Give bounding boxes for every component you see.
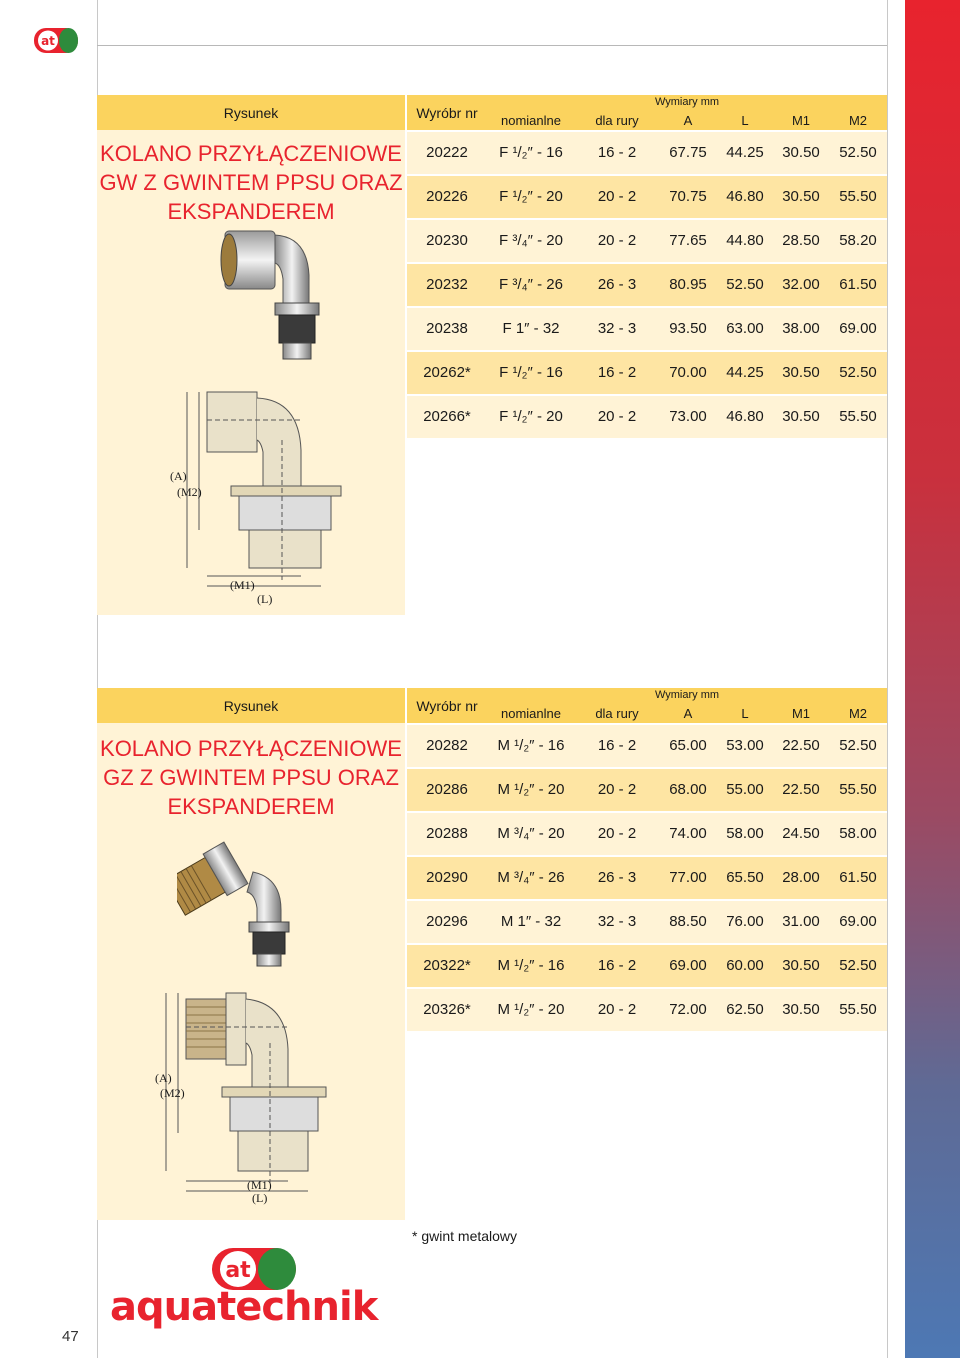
dim-label-a: (A) xyxy=(170,469,187,483)
cell-m1: 30.50 xyxy=(782,1001,820,1018)
cell-pipe: 16 - 2 xyxy=(597,364,637,381)
cell-nominal: F ¹/₂″ - 16 xyxy=(499,144,563,161)
cell-code: 20226 xyxy=(426,188,468,205)
table-row xyxy=(407,813,887,855)
side-gradient-bar xyxy=(905,0,960,1358)
cell-l: 44.25 xyxy=(726,144,764,161)
column-nominal: nomianlne xyxy=(501,113,561,128)
cell-pipe: 16 - 2 xyxy=(597,737,637,754)
dim-label-m2: (M2) xyxy=(160,1086,185,1100)
column-l: L xyxy=(741,113,749,128)
cell-code: 20290 xyxy=(426,869,468,886)
cell-m2: 52.50 xyxy=(839,957,877,974)
page-number: 47 xyxy=(62,1328,79,1345)
svg-text:at: at xyxy=(225,1258,251,1283)
cell-l: 53.00 xyxy=(726,737,764,754)
cell-l: 46.80 xyxy=(726,408,764,425)
table-row xyxy=(407,264,887,306)
cell-a: 80.95 xyxy=(669,276,707,293)
cell-code: 20232 xyxy=(426,276,468,293)
cell-m1: 32.00 xyxy=(782,276,820,293)
dim-label-m1: (M1) xyxy=(247,1178,272,1192)
cell-pipe: 20 - 2 xyxy=(597,232,637,249)
dimensions-title: Wymiary mm xyxy=(654,96,720,108)
cell-nominal: F ¹/₂″ - 16 xyxy=(499,364,563,381)
cell-nominal: M ³/₄″ - 26 xyxy=(497,869,565,886)
cell-nominal: F ³/₄″ - 26 xyxy=(499,276,563,293)
cell-l: 65.50 xyxy=(726,869,764,886)
cell-pipe: 26 - 3 xyxy=(597,869,637,886)
cell-code: 20286 xyxy=(426,781,468,798)
cell-m2: 52.50 xyxy=(839,364,877,381)
cell-m2: 61.50 xyxy=(839,276,877,293)
table-row xyxy=(407,769,887,811)
footnote: * gwint metalowy xyxy=(412,1228,518,1244)
cell-a: 70.75 xyxy=(669,188,707,205)
cell-a: 69.00 xyxy=(669,957,707,974)
cell-m2: 69.00 xyxy=(839,913,877,930)
product-title xyxy=(97,139,405,226)
cell-m1: 22.50 xyxy=(782,781,820,798)
cell-nominal: M ¹/₂″ - 20 xyxy=(497,781,565,798)
dim-label-a: (A) xyxy=(155,1071,172,1085)
cell-pipe: 20 - 2 xyxy=(597,781,637,798)
dimensions-title: Wymiary mm xyxy=(654,689,720,701)
table-header xyxy=(407,688,887,723)
cell-m2: 52.50 xyxy=(839,737,877,754)
top-rule xyxy=(97,45,887,46)
cell-code: 20238 xyxy=(426,320,468,337)
table-row xyxy=(407,352,887,394)
cell-a: 88.50 xyxy=(669,913,707,930)
cell-l: 55.00 xyxy=(726,781,764,798)
dim-label-l: (L) xyxy=(252,1191,268,1205)
cell-m1: 24.50 xyxy=(782,825,820,842)
cell-m2: 69.00 xyxy=(839,320,877,337)
cell-nominal: F ¹/₂″ - 20 xyxy=(499,408,563,425)
column-m2: M2 xyxy=(848,706,868,721)
cell-pipe: 20 - 2 xyxy=(597,1001,637,1018)
cell-m2: 55.50 xyxy=(839,1001,877,1018)
cell-l: 60.00 xyxy=(726,957,764,974)
cell-code: 20282 xyxy=(426,737,468,754)
cell-l: 46.80 xyxy=(726,188,764,205)
cell-m1: 31.00 xyxy=(782,913,820,930)
cell-m2: 55.50 xyxy=(839,188,877,205)
title-line: GZ Z GWINTEM PPSU ORAZ xyxy=(103,765,399,790)
title-line: KOLANO PRZYŁĄCZENIOWE xyxy=(100,141,402,166)
drawing-column xyxy=(97,688,405,1220)
column-m1: M1 xyxy=(791,706,811,721)
table-row xyxy=(407,308,887,350)
column-m1: M1 xyxy=(791,113,811,128)
column-m2: M2 xyxy=(848,113,868,128)
cell-nominal: M ¹/₂″ - 20 xyxy=(497,1001,565,1018)
column-a: A xyxy=(683,706,693,721)
cell-l: 52.50 xyxy=(726,276,764,293)
brand-wordmark: aquatechnik xyxy=(110,1284,378,1330)
cell-a: 74.00 xyxy=(669,825,707,842)
cell-pipe: 32 - 3 xyxy=(597,320,637,337)
cell-a: 65.00 xyxy=(669,737,707,754)
product-title xyxy=(97,734,405,821)
title-line: GW Z GWINTEM PPSU ORAZ xyxy=(99,170,403,195)
svg-text:at: at xyxy=(41,34,55,48)
cell-code: 20266* xyxy=(423,408,471,425)
cell-l: 44.25 xyxy=(726,364,764,381)
cell-code: 20322* xyxy=(423,957,471,974)
cell-m2: 58.20 xyxy=(839,232,877,249)
dim-label-m2: (M2) xyxy=(177,485,202,499)
cell-m1: 22.50 xyxy=(782,737,820,754)
cell-m2: 55.50 xyxy=(839,408,877,425)
cell-l: 76.00 xyxy=(726,913,764,930)
table-row xyxy=(407,725,887,767)
table-row xyxy=(407,857,887,899)
cell-nominal: M ¹/₂″ - 16 xyxy=(497,957,565,974)
cell-code: 20326* xyxy=(423,1001,471,1018)
drawing-column xyxy=(97,95,405,615)
title-line: EKSPANDEREM xyxy=(167,199,335,224)
column-pipe: dla rury xyxy=(595,706,639,721)
cell-m2: 55.50 xyxy=(839,781,877,798)
technical-drawing-male xyxy=(152,983,372,1203)
product-image-male-elbow xyxy=(177,828,317,968)
cell-pipe: 32 - 3 xyxy=(597,913,637,930)
drawing-header: Rysunek xyxy=(97,688,405,723)
cell-a: 77.65 xyxy=(669,232,707,249)
cell-pipe: 20 - 2 xyxy=(597,825,637,842)
cell-code: 20262* xyxy=(423,364,471,381)
table-row xyxy=(407,132,887,174)
table-header xyxy=(407,95,887,130)
column-code: Wyróbr nr xyxy=(416,697,478,714)
cell-nominal: F ¹/₂″ - 20 xyxy=(499,188,563,205)
table-row xyxy=(407,220,887,262)
dim-label-l: (L) xyxy=(257,592,273,606)
title-line: EKSPANDEREM xyxy=(167,794,335,819)
column-a: A xyxy=(683,113,693,128)
column-code: Wyróbr nr xyxy=(416,104,478,121)
cell-m1: 28.00 xyxy=(782,869,820,886)
cell-pipe: 16 - 2 xyxy=(597,144,637,161)
cell-a: 73.00 xyxy=(669,408,707,425)
cell-l: 63.00 xyxy=(726,320,764,337)
cell-nominal: M 1″ - 32 xyxy=(500,913,562,930)
cell-code: 20230 xyxy=(426,232,468,249)
product-image-female-elbow xyxy=(217,225,327,365)
cell-a: 67.75 xyxy=(669,144,707,161)
cell-nominal: F ³/₄″ - 20 xyxy=(499,232,563,249)
cell-nominal: F 1″ - 32 xyxy=(502,320,560,337)
cell-l: 62.50 xyxy=(726,1001,764,1018)
cell-m1: 38.00 xyxy=(782,320,820,337)
aquatechnik-logo-small xyxy=(33,25,79,56)
product-section-female xyxy=(97,95,887,615)
cell-m1: 30.50 xyxy=(782,144,820,161)
dimension-table xyxy=(407,688,887,1220)
cell-m2: 52.50 xyxy=(839,144,877,161)
table-row xyxy=(407,945,887,987)
cell-pipe: 20 - 2 xyxy=(597,408,637,425)
cell-code: 20288 xyxy=(426,825,468,842)
cell-a: 72.00 xyxy=(669,1001,707,1018)
table-row xyxy=(407,901,887,943)
cell-m1: 30.50 xyxy=(782,408,820,425)
cell-pipe: 20 - 2 xyxy=(597,188,637,205)
cell-a: 93.50 xyxy=(669,320,707,337)
cell-m2: 61.50 xyxy=(839,869,877,886)
cell-a: 70.00 xyxy=(669,364,707,381)
table-row xyxy=(407,989,887,1031)
column-l: L xyxy=(741,706,749,721)
dimension-table xyxy=(407,95,887,615)
cell-l: 44.80 xyxy=(726,232,764,249)
cell-code: 20222 xyxy=(426,144,468,161)
cell-m1: 30.50 xyxy=(782,188,820,205)
cell-m1: 28.50 xyxy=(782,232,820,249)
cell-pipe: 16 - 2 xyxy=(597,957,637,974)
cell-m2: 58.00 xyxy=(839,825,877,842)
table-row xyxy=(407,396,887,438)
cell-pipe: 26 - 3 xyxy=(597,276,637,293)
right-guide-line xyxy=(887,0,888,1358)
cell-m1: 30.50 xyxy=(782,957,820,974)
cell-l: 58.00 xyxy=(726,825,764,842)
cell-a: 77.00 xyxy=(669,869,707,886)
column-pipe: dla rury xyxy=(595,113,639,128)
column-nominal: nomianlne xyxy=(501,706,561,721)
cell-nominal: M ¹/₂″ - 16 xyxy=(497,737,565,754)
cell-code: 20296 xyxy=(426,913,468,930)
cell-m1: 30.50 xyxy=(782,364,820,381)
title-line: KOLANO PRZYŁĄCZENIOWE xyxy=(100,736,402,761)
dim-label-m1: (M1) xyxy=(230,578,255,592)
cell-nominal: M ³/₄″ - 20 xyxy=(497,825,565,842)
drawing-header: Rysunek xyxy=(97,95,405,130)
product-section-male xyxy=(97,688,887,1220)
table-row xyxy=(407,176,887,218)
cell-a: 68.00 xyxy=(669,781,707,798)
